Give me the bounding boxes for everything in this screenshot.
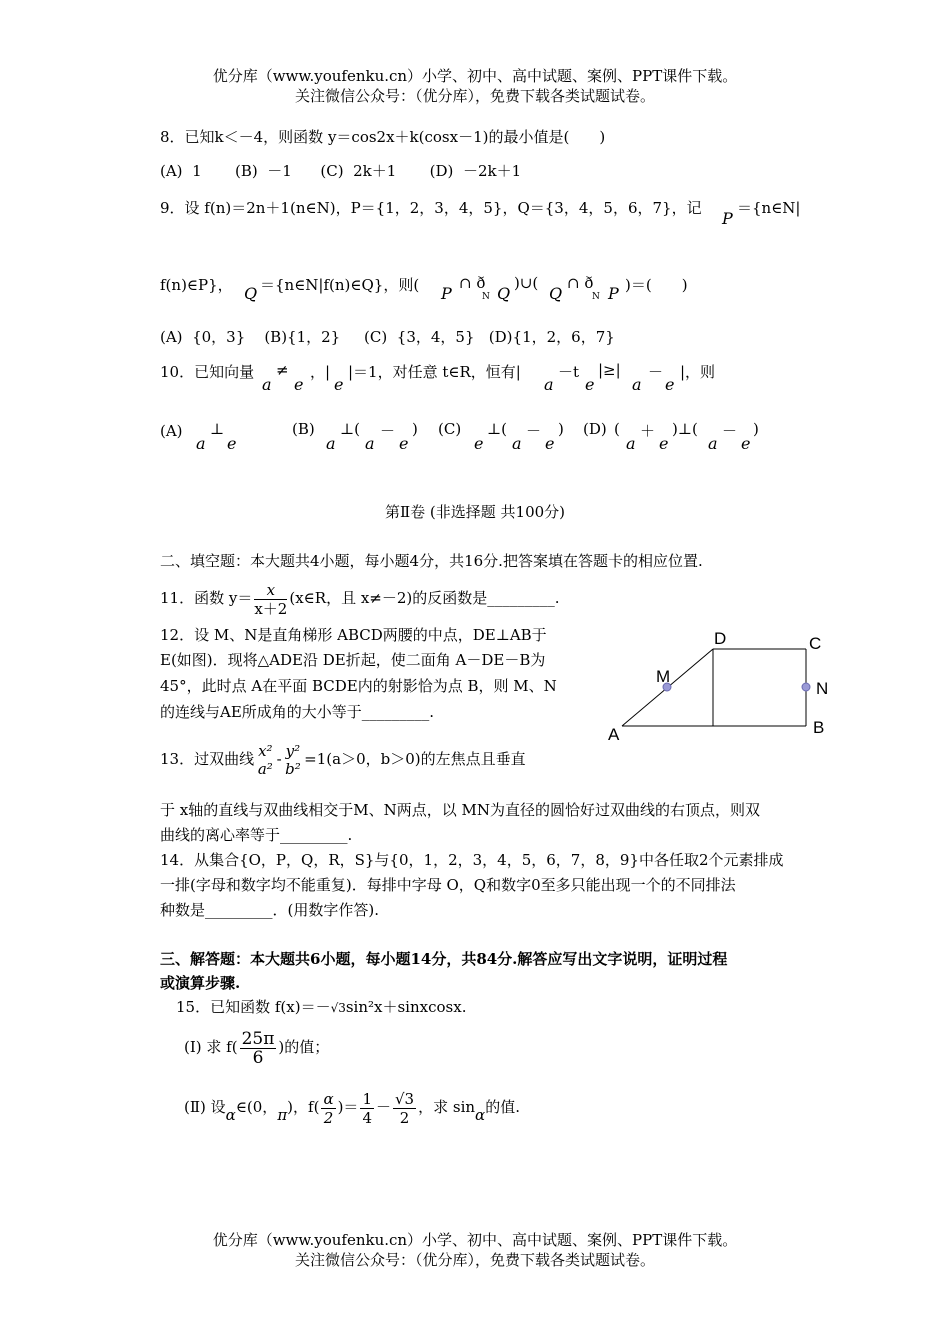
q10-stem-d: |＝1，对任意 t∈R，恒有|	[348, 363, 521, 381]
q12-line-2: E(如图)．现将△ADE沿 DE折起，使二面角 A－DE－B为	[160, 651, 546, 669]
q9-p-hat-2: P	[441, 284, 452, 303]
q9-line2-b: ＝{n∈N|f(n)∈Q}，则(	[260, 276, 420, 294]
q10-stem-c: ，|	[310, 363, 331, 381]
q9-sub-n-1: N	[482, 292, 490, 302]
q10-vec-a-1: a	[262, 375, 272, 394]
q12-line-1: 12．设 M、N是直角梯形 ABCD两腰的中点，DE⊥AB于	[160, 626, 547, 644]
q15-p1-num: 25π	[241, 1028, 275, 1049]
q15-alpha-1: α	[225, 1106, 236, 1124]
q15-part1	[184, 1024, 329, 1070]
q11-num: x	[254, 581, 287, 600]
label-m: M	[656, 667, 671, 686]
q10-stem-b: ≠	[276, 361, 289, 379]
q15-p1-b: )的值；	[278, 1038, 330, 1056]
q11	[160, 576, 560, 620]
section2-title: 第Ⅱ卷 (非选择题 共100分)	[384, 503, 566, 521]
trapezoid-figure	[600, 624, 840, 749]
q10-opt-c-vec-a: a	[512, 434, 522, 453]
q10-vec-a-3: a	[632, 375, 642, 394]
q9-line2-a: f(n)∈P}，	[160, 276, 233, 294]
q15-alpha-2: α	[475, 1106, 486, 1124]
section3-line-1: 三、解答题：本大题共6小题，每小题14分，共84分.解答应写出文字说明，证明过程	[160, 950, 728, 968]
q9-line2-e: )＝( )	[625, 276, 688, 294]
q10-opt-d-vec-e: e	[659, 434, 669, 453]
q13-suffix: (a＞0，b＞0)的左焦点且垂直	[326, 750, 526, 768]
q15-s-num: √3	[395, 1089, 415, 1108]
q13-f1-num: x²	[258, 742, 273, 760]
q15-part2	[184, 1082, 520, 1132]
q9-p-hat-3: P	[608, 284, 619, 303]
header-line-2: 关注微信公众号：（优分库），免费下载各类试题试卷。	[294, 87, 655, 105]
q15-stem-b: sin²x＋sinxcosx.	[345, 998, 467, 1016]
q10-opt-a-vec-e: e	[227, 434, 237, 453]
q15-p2-d: )＝	[337, 1098, 359, 1116]
q9-sub-n-2: N	[592, 292, 600, 302]
q10-vec-a-2: a	[544, 375, 554, 394]
q10-opt-b-perp: ⊥(	[340, 420, 360, 438]
q10-vec-e-4: e	[665, 375, 675, 394]
q14-line-2: 一排(字母和数字均不能重复)．每排中字母 O，Q和数字0至多只能出现一个的不同排法	[160, 876, 736, 894]
q10-opt-d-vec-e2: e	[741, 434, 751, 453]
q13-prefix: 13．过双曲线	[160, 750, 255, 768]
q13-frac-1	[256, 742, 274, 778]
section3-line-2: 或演算步骤.	[160, 974, 241, 992]
q10-opt-c-label: (C)	[438, 420, 462, 438]
q10-opt-c-vec-e2: e	[545, 434, 555, 453]
q9-q-hat-2: Q	[497, 284, 511, 303]
q15-p2-e: －	[375, 1098, 391, 1116]
q15-p2-a: (Ⅱ) 设	[184, 1098, 226, 1116]
q10-opt-c-perp: ⊥(	[487, 420, 507, 438]
footer-line-1: 优分库（www.youfenku.cn）小学、初中、高中试题、案例、PPT课件下载。	[212, 1231, 738, 1249]
q10-vec-e-1: e	[294, 375, 304, 394]
q10-opt-d-plus: ＋	[640, 422, 656, 440]
q13-frac-2	[284, 742, 303, 778]
q10-opt-c-vec-e: e	[474, 434, 484, 453]
label-a: A	[608, 725, 620, 744]
q10-opt-b-vec-a: a	[326, 434, 336, 453]
point-n	[802, 683, 810, 691]
label-c: C	[809, 634, 822, 653]
q13	[160, 737, 526, 781]
q13-f1-den: a²	[257, 760, 273, 778]
q9-q-hat-1: Q	[244, 284, 258, 303]
q15-s-den: 2	[399, 1108, 410, 1127]
q13-minus: -	[276, 750, 282, 768]
label-n: N	[816, 679, 829, 698]
q8-options: (A) 1 (B) －1 (C) 2k＋1 (D) －2k＋1	[160, 162, 522, 180]
q10-vec-e-3: e	[585, 375, 595, 394]
q15-p2-c: )，f(	[287, 1098, 320, 1116]
q8-stem: 8．已知k＜－4，则函数 y＝cos2x＋k(cosx－1)的最小值是( )	[160, 128, 606, 146]
q9-line2-d: )∪(	[514, 274, 539, 292]
q12-line-3: 45°，此时点 A在平面 BCDE内的射影恰为点 B，则 M、N	[160, 677, 557, 695]
q9-q-hat-3: Q	[549, 284, 563, 303]
q10-opt-b-label: (B)	[292, 420, 315, 438]
q10-stem-h: |，则	[680, 363, 716, 381]
q14-line-3: 种数是_________．(用数字作答).	[160, 901, 379, 919]
q10-opt-d-cpo: )⊥(	[672, 420, 698, 438]
q15-p1-a: (Ⅰ) 求 f(	[184, 1038, 238, 1056]
q13-line-2: 于 x轴的直线与双曲线相交于M、N两点，以 MN为直径的圆恰好过双曲线的右顶点，则双	[160, 801, 760, 819]
q15-p2-g: 的值.	[485, 1098, 520, 1116]
q15-stem-a: 15．已知函数 f(x)＝－	[176, 998, 331, 1016]
q14-line-1: 14．从集合{O，P，Q，R，S}与{0，1，2，3，4，5，6，7，8，9}中各任取2个元素排成	[160, 851, 784, 869]
q15-p2-b: ∈(0，	[235, 1098, 278, 1116]
footer-line-2: 关注微信公众号：（优分库），免费下载各类试题试卷。	[294, 1251, 655, 1269]
q9-options: (A) {0，3} (B){1，2} (C) {3，4，5} (D){1，2，6，7}	[160, 328, 615, 346]
q10-opt-c-minus: －	[526, 422, 542, 440]
q9-stem-tail: ＝{n∈N|	[737, 199, 801, 217]
q10-opt-d-close: )	[753, 420, 759, 438]
q10-opt-d-vec-a2: a	[708, 434, 718, 453]
label-b: B	[813, 718, 825, 737]
q15-stem	[176, 996, 466, 1019]
q10-stem-g: －	[648, 363, 664, 381]
q10-opt-d-vec-a: a	[626, 434, 636, 453]
q11-suffix: (x∈R，且 x≠－2)的反函数是_________.	[289, 589, 560, 607]
q9-p-hat: P	[722, 209, 733, 228]
q15-p2-den: 2	[323, 1108, 334, 1127]
q10-opt-d-open: (	[614, 420, 620, 438]
q15-quarter-frac	[360, 1090, 374, 1127]
q10-opt-a-label: (A)	[160, 422, 183, 440]
q10-opt-a-perp: ⊥	[210, 420, 225, 438]
q10-stem-a: 10．已知向量	[160, 363, 255, 381]
q13-eq: =1	[304, 750, 327, 768]
q11-den: x＋2	[254, 599, 288, 618]
q11-fraction	[254, 581, 287, 618]
q15-p1-den: 6	[252, 1047, 264, 1068]
q10-opt-b-close: )	[412, 420, 418, 438]
q9-line2-c1: ∩ ð	[459, 274, 486, 292]
q15-p2-num: α	[323, 1089, 334, 1108]
label-d: D	[714, 629, 727, 648]
q10-opt-d-minus: －	[722, 422, 738, 440]
q15-p1-frac	[240, 1030, 277, 1067]
q15-sqrt3: √3	[330, 1001, 346, 1015]
fill-heading: 二、填空题：本大题共4小题，每小题4分，共16分.把答案填在答题卡的相应位置.	[160, 552, 703, 570]
q15-p2-f: ，求 sin	[418, 1098, 476, 1116]
q10-opt-b-vec-a2: a	[365, 434, 375, 453]
q10-opt-c-close: )	[558, 420, 564, 438]
q15-pi: π	[277, 1106, 288, 1124]
header-line-1: 优分库（www.youfenku.cn）小学、初中、高中试题、案例、PPT课件下载。	[212, 67, 738, 85]
q9-stem: 9．设 f(n)＝2n＋1(n∈N)，P＝{1，2，3，4，5}，Q＝{3，4，5，6，7}，记	[160, 199, 702, 217]
q10-opt-b-vec-e: e	[399, 434, 409, 453]
q13-f2-num: y²	[285, 742, 301, 760]
q13-f2-den: b²	[285, 760, 301, 778]
q9-line2-c2: ∩ ð	[567, 274, 594, 292]
q10-opt-b-minus: －	[380, 422, 396, 440]
q11-prefix: 11．函数 y＝	[160, 589, 253, 607]
q15-q-num: 1	[362, 1089, 372, 1108]
q15-q-den: 4	[362, 1108, 372, 1127]
q15-sqrt-frac	[393, 1090, 416, 1127]
q12-line-4: 的连线与AE所成角的大小等于_________.	[160, 703, 435, 721]
q10-stem-f: |≥|	[598, 361, 621, 379]
q10-opt-a-vec-a: a	[196, 434, 206, 453]
q10-opt-d-label: (D)	[583, 420, 607, 438]
q15-p2-frac	[321, 1090, 335, 1127]
q10-vec-e-2: e	[334, 375, 344, 394]
q13-line-3: 曲线的离心率等于_________.	[160, 826, 353, 844]
q10-stem-e: －t	[558, 363, 580, 381]
